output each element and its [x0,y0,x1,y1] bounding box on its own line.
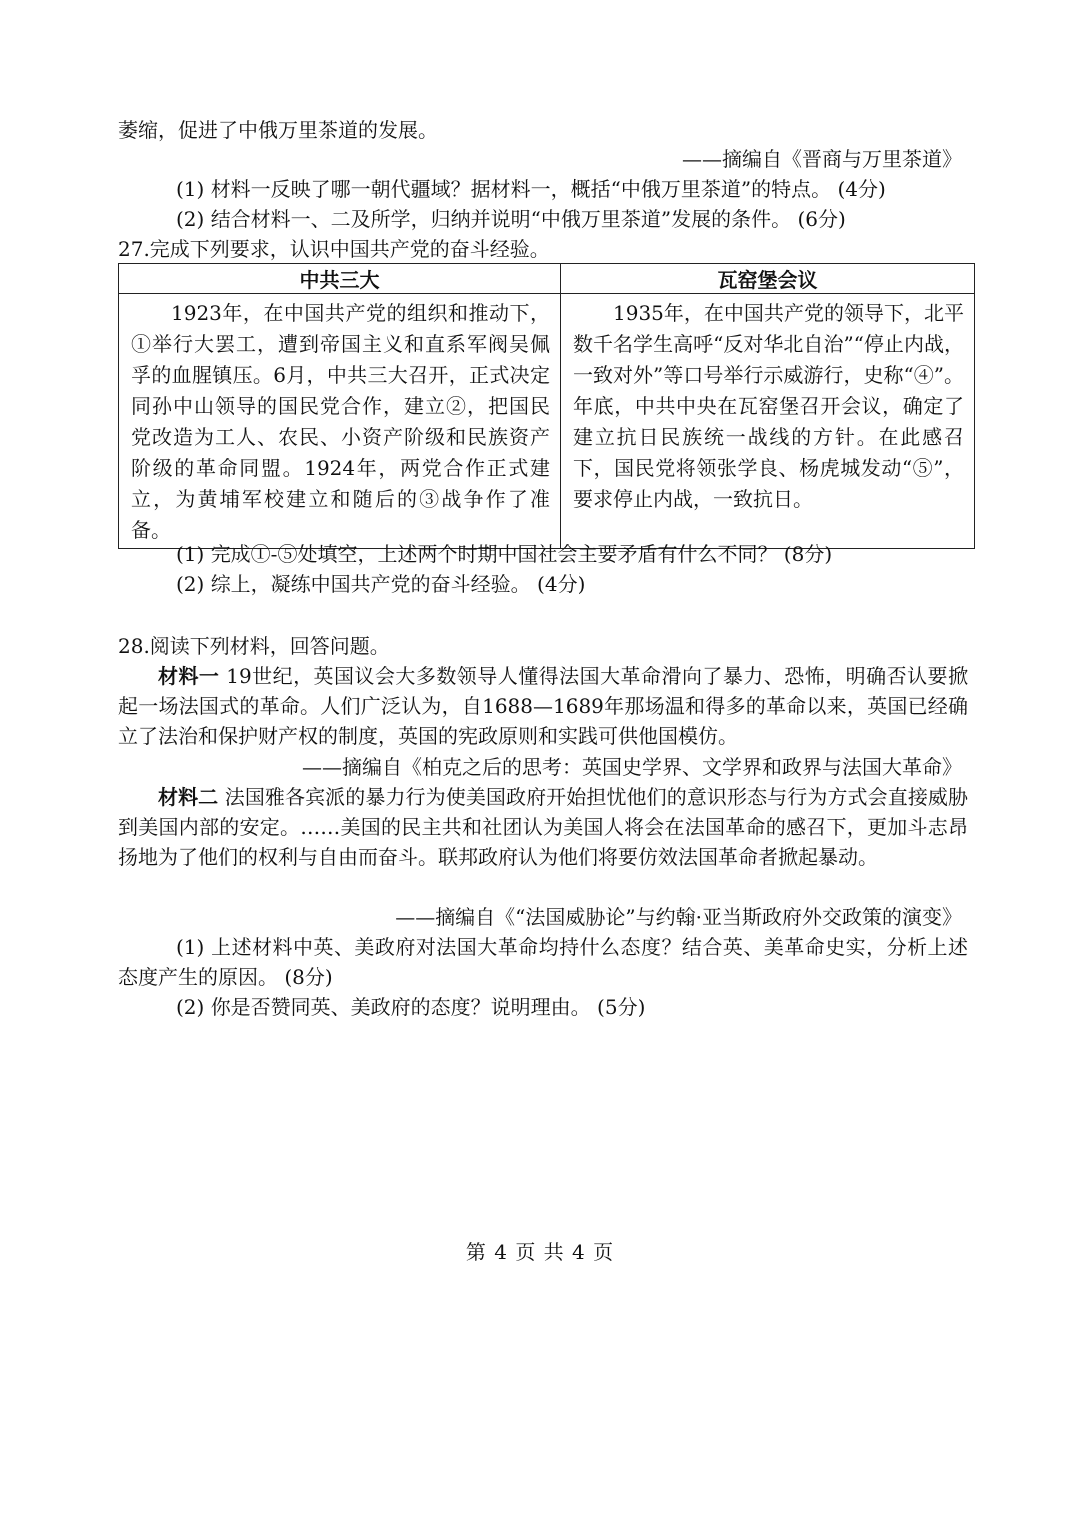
q26-sub2: (2) 结合材料一、二及所学，归纳并说明“中俄万里茶道”发展的条件。 (6分) [176,207,846,231]
material-2-label: 材料二 [158,785,219,809]
table-header-right: 瓦窑堡会议 [561,264,975,294]
q27-sub1: (1) 完成①-⑤处填空，上述两个时期中国社会主要矛盾有什么不同？ (8分) [176,542,833,566]
table-header-row [119,264,975,294]
q28-sub1: (1) 上述材料中英、美政府对法国大革命均持什么态度？结合英、美革命史实，分析上述态度产生的原因。 (8分) [118,935,968,989]
table-cell-right [561,294,975,549]
q28-material-2-source: ——摘编自《“法国威胁论”与约翰·亚当斯政府外交政策的演变》 [395,905,962,929]
right-cell-text: 1935年，在中国共产党的领导下，北平数千名学生高呼“反对华北自治”“停止内战，一致对外”等口号举行示威游行，史称“④”。年底，中共中央在瓦窑堡召开会议，确定了建立抗日民族统一战线的方针。在此感召下，国民党将领张学良、杨虎城发动“⑤”，要求停止内战，一致抗日。 [573,301,964,511]
q28-material-1-source: ——摘编自《柏克之后的思考：英国史学界、文学界和政界与法国大革命》 [302,755,962,779]
left-cell-text: 1923年，在中国共产党的组织和推动下，①举行大罢工，遭到帝国主义和直系军阀吴佩孚的血腥镇压。6月，中共三大召开，正式决定同孙中山领导的国民党合作，建立②，把国民党改造为工人、农民、小资产阶级和民族资产阶级的革命同盟。1924年，两党合作正式建立，为黄埔军校建立和随后的③战争作了准备。 [131,301,550,542]
q26-sub1: (1) 材料一反映了哪一朝代疆域？据材料一，概括“中俄万里茶道”的特点。 (4分) [176,177,886,201]
q26-source: ——摘编自《晋商与万里茶道》 [682,147,962,171]
q28-material-2 [118,782,968,872]
q28-material-1 [118,661,968,751]
material-1-text: 19世纪，英国议会大多数领导人懂得法国大革命滑向了暴力、恐怖，明确否认要掀起一场法国式的革命。人们广泛认为，自1688—1689年那场温和得多的革命以来，英国已经确立了法治和保护财产权的制度，英国的宪政原则和实践可供他国模仿。 [118,664,969,748]
q27-table [118,263,975,549]
table-cell-left [119,294,561,549]
material-2-text: 法国雅各宾派的暴力行为使美国政府开始担忧他们的意识形态与行为方式会直接威胁到美国内部的安定。……美国的民主共和社团认为美国人将会在法国革命的感召下，更加斗志昂扬地为了他们的权利与自由而奋斗。联邦政府认为他们将要仿效法国革命者掀起暴动。 [118,785,969,869]
table-header-left: 中共三大 [119,264,561,294]
q28-sub2: (2) 你是否赞同英、美政府的态度？说明理由。 (5分) [176,995,646,1019]
table-row [119,294,975,549]
q27-stem: 27.完成下列要求，认识中国共产党的奋斗经验。 [118,237,550,261]
q28-stem: 28.阅读下列材料，回答问题。 [118,634,390,658]
page-footer: 第 4 页 共 4 页 [465,1240,615,1264]
q27-sub2: (2) 综上，凝练中国共产党的奋斗经验。 (4分) [176,572,586,596]
q26-material-end: 萎缩，促进了中俄万里茶道的发展。 [118,118,438,142]
material-1-label: 材料一 [158,664,220,688]
